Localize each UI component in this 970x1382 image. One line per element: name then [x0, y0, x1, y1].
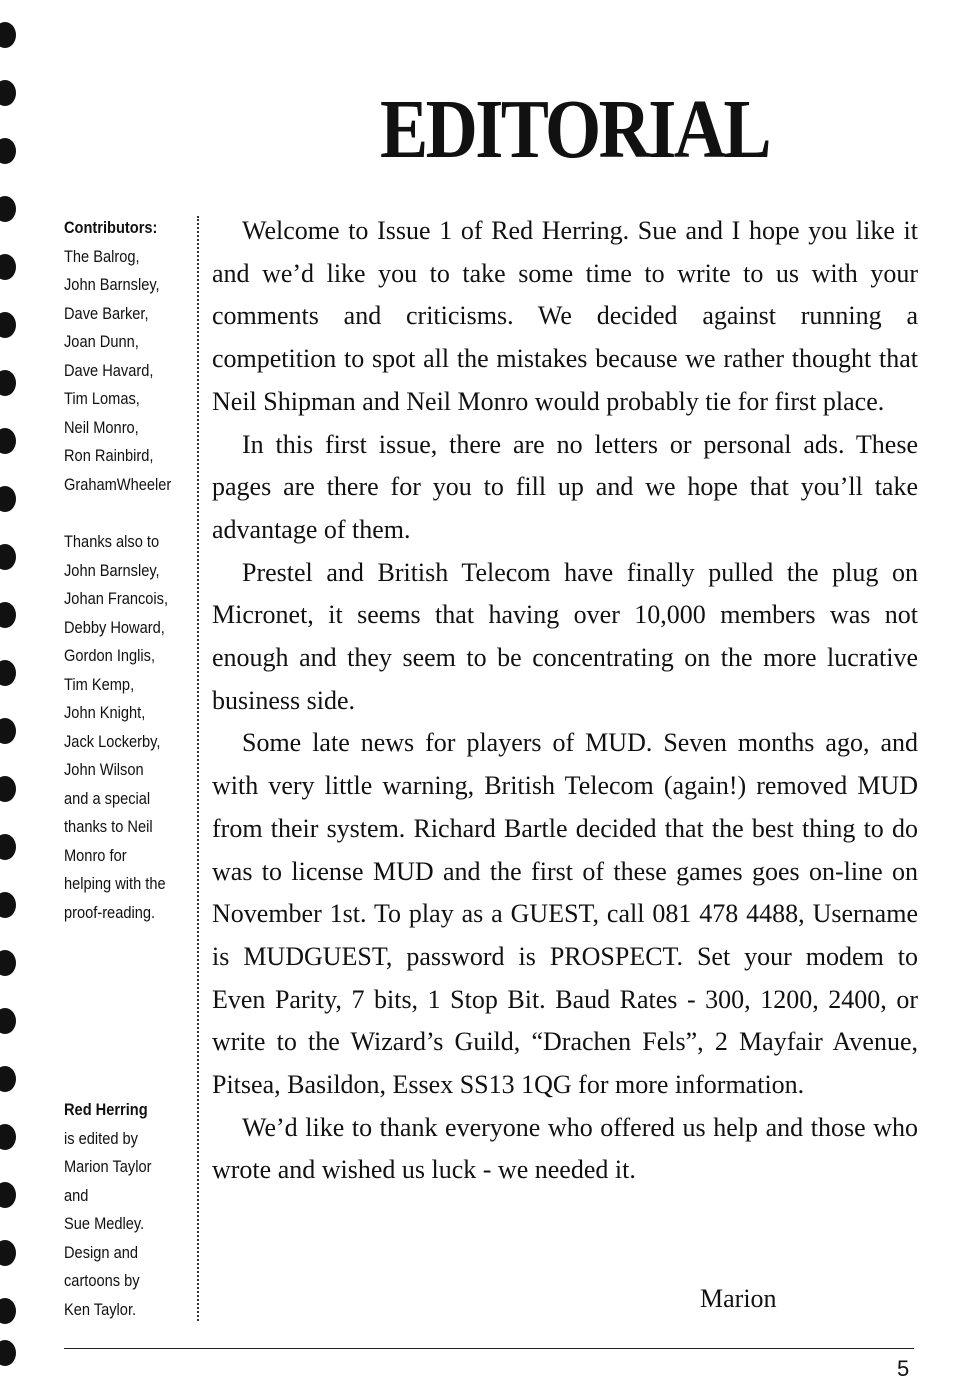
contributor-name: Dave Barker, — [64, 303, 149, 323]
credit-line: Design and — [64, 1242, 138, 1262]
thanks-line: Thanks also to — [64, 532, 160, 551]
magazine-name: Red Herring — [64, 1100, 148, 1119]
editors-credit-block — [64, 1096, 151, 1324]
thanks-line: Monro for — [64, 845, 127, 865]
binding-hole — [0, 1298, 16, 1324]
binding-hole — [0, 1182, 16, 1208]
credit-line: is edited by — [64, 1128, 138, 1148]
contributor-name: The Balrog, — [64, 246, 140, 266]
contributor-name: Joan Dunn, — [64, 332, 139, 351]
binding-hole — [0, 1340, 16, 1366]
thanks-block — [64, 528, 196, 927]
spiral-binding — [0, 0, 24, 1375]
binding-hole — [0, 254, 16, 280]
contributor-name: Dave Havard, — [64, 360, 154, 380]
binding-hole — [0, 602, 16, 628]
binding-hole — [0, 544, 16, 570]
binding-hole — [0, 138, 16, 164]
thanks-line: and a special — [64, 788, 151, 808]
thanks-line: John Wilson — [64, 760, 144, 779]
thanks-line: Johan Francois, — [64, 589, 169, 608]
thanks-line: Jack Lockerby, — [64, 731, 161, 751]
page-title: EDITORIAL — [380, 83, 769, 176]
credit-line: cartoons by — [64, 1271, 140, 1290]
thanks-line: proof-reading. — [64, 902, 156, 922]
binding-hole — [0, 1124, 16, 1150]
binding-hole — [0, 776, 16, 802]
signature: Marion — [700, 1284, 777, 1313]
body-paragraph: In this first issue, there are no letters or personal ads. These pages are there for you to fill up and we hope that you’ll take advantage of them. — [212, 429, 918, 544]
contributor-name: John Barnsley, — [64, 275, 160, 294]
contributor-name: Tim Lomas, — [64, 389, 140, 408]
contributors-heading: Contributors: — [64, 218, 158, 237]
body-paragraph: We’d like to thank everyone who offered us help and those who wrote and wished us luck - we needed it. — [212, 1112, 918, 1185]
contributor-name: Ron Rainbird, — [64, 446, 154, 465]
body-paragraph: Some late news for players of MUD. Seven months ago, and with very little warning, British Telecom (again!) removed MUD from their system. Richard Bartle decided that the best thing to do was to license MUD and the first of these games goes on-line on November 1st. To play as a GUEST, call 081 478 4488, Username is MUDGUEST, password is PROSPECT. Set your modem to Even Parity, 7 bits, 1 Stop Bit. Baud Rates - 300, 1200, 2400, or write to the Wizard’s Guild, “Drachen Fels”, 2 Mayfair Avenue, Pitsea, Basildon, Essex SS13 1QG for more information. — [212, 728, 918, 1100]
binding-hole — [0, 22, 16, 48]
binding-hole — [0, 660, 16, 686]
contributor-name: Neil Monro, — [64, 417, 139, 437]
binding-hole — [0, 718, 16, 744]
credit-line: Sue Medley. — [64, 1214, 145, 1233]
binding-hole — [0, 486, 16, 512]
binding-hole — [0, 1008, 16, 1034]
thanks-line: Debby Howard, — [64, 617, 165, 637]
binding-hole — [0, 370, 16, 396]
binding-hole — [0, 1240, 16, 1266]
body-paragraph: Welcome to Issue 1 of Red Herring. Sue and I hope you like it and we’d like you to take some time to write to us with your comments and criticisms. We decided against running a competition to spot all the mistakes because we rather thought that Neil Shipman and Neil Monro would probably tie for first place. — [212, 216, 918, 416]
thanks-line: John Barnsley, — [64, 560, 160, 580]
editorial-body — [212, 210, 918, 1192]
thanks-line: helping with the — [64, 874, 166, 893]
binding-hole — [0, 428, 16, 454]
thanks-line: Tim Kemp, — [64, 674, 135, 694]
contributors-block — [64, 214, 196, 499]
thanks-line: Gordon Inglis, — [64, 646, 156, 665]
thanks-line: John Knight, — [64, 703, 146, 722]
binding-hole — [0, 312, 16, 338]
binding-hole — [0, 1066, 16, 1092]
binding-hole — [0, 892, 16, 918]
footer-rule — [64, 1348, 914, 1349]
credit-line: and — [64, 1185, 89, 1205]
binding-hole — [0, 196, 16, 222]
column-divider — [197, 216, 199, 1321]
sidebar-credits — [64, 214, 196, 1319]
contributor-name: GrahamWheeler — [64, 474, 172, 494]
credit-line: Ken Taylor. — [64, 1299, 137, 1319]
thanks-line: thanks to Neil — [64, 817, 153, 836]
page-number: 5 — [897, 1356, 910, 1381]
binding-hole — [0, 834, 16, 860]
body-paragraph: Prestel and British Telecom have finally pulled the plug on Micronet, it seems that having over 10,000 members was not enough and they seem to be concentrating on the more lucrative business side. — [212, 557, 918, 715]
binding-hole — [0, 950, 16, 976]
credit-line: Marion Taylor — [64, 1157, 152, 1176]
binding-hole — [0, 80, 16, 106]
